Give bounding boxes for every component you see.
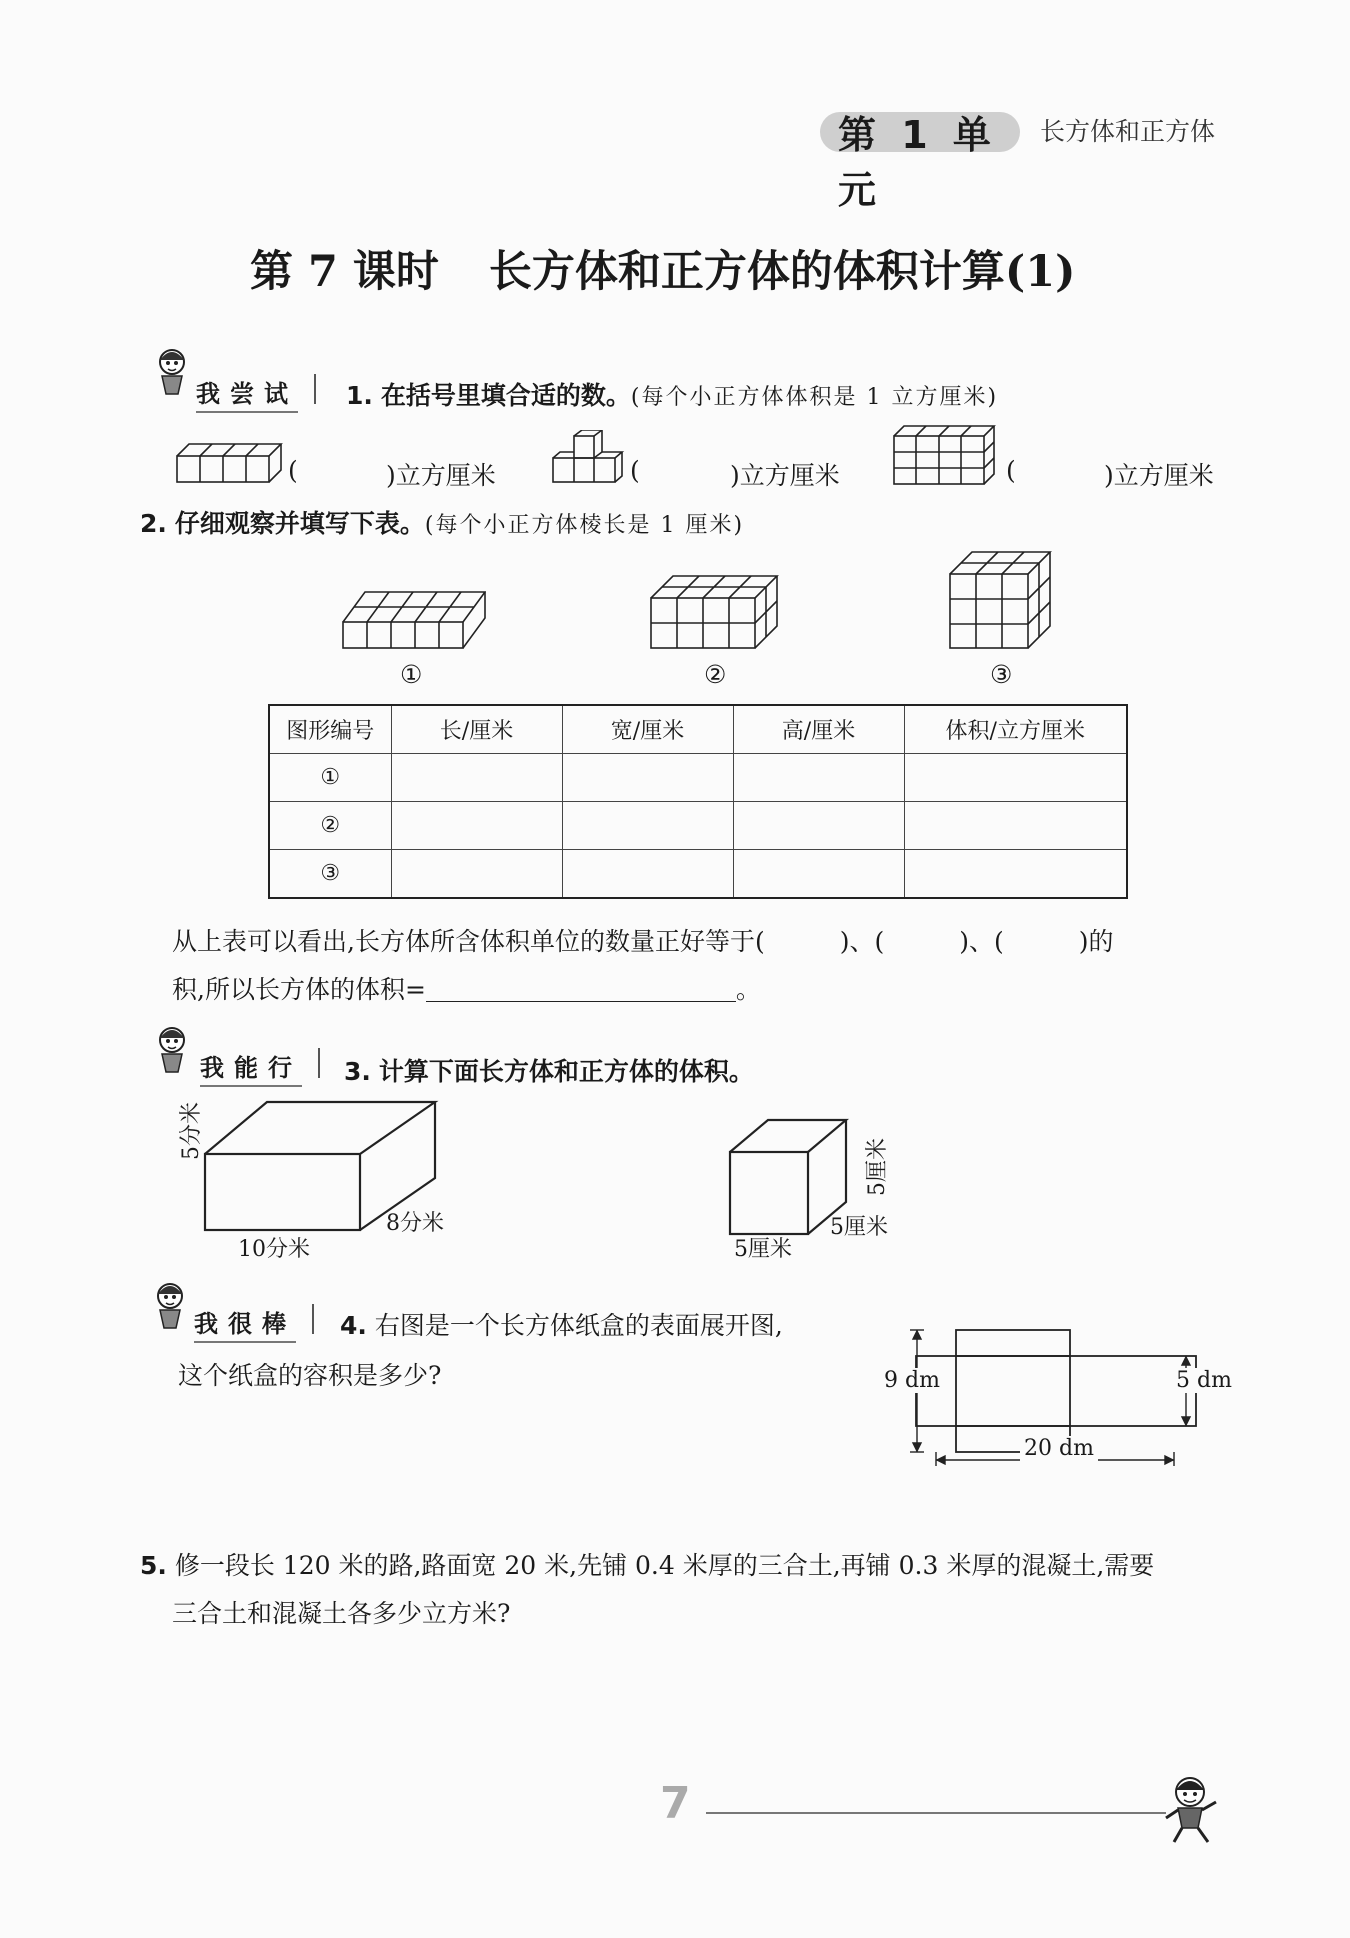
q2-figure-3: [946, 548, 1056, 652]
table-row: [269, 802, 1127, 850]
page-number: 7: [660, 1778, 691, 1829]
section-try: 我尝试: [196, 374, 298, 413]
q2-figure-label-2: ②: [704, 660, 727, 689]
q3-prompt: 计算下面长方体和正方体的体积。: [378, 1057, 754, 1086]
q4-line2: 这个纸盒的容积是多少?: [178, 1361, 442, 1390]
table-cell-input[interactable]: [904, 850, 1127, 899]
q1-open-2: (: [630, 456, 640, 485]
q3-cube-width: 5厘米: [830, 1215, 888, 1240]
q2-followup-prefix: 积,所以长方体的体积=: [172, 975, 426, 1004]
q5-prompt-1: 修一段长 120 米的路,路面宽 20 米,先铺 0.4 米厚的三合土,再铺 0.3 米厚的混凝土,需要: [174, 1551, 1155, 1580]
q4-dim-bottom: 20 dm: [1020, 1436, 1098, 1461]
table-header: 宽/厘米: [562, 705, 733, 754]
mascot-icon: [148, 346, 196, 398]
q4-line1: [340, 1306, 783, 1342]
q2-followup-suffix: 。: [735, 975, 761, 1004]
q3-cuboid-height: 5分米: [179, 1102, 204, 1160]
table-row: [269, 850, 1127, 899]
footer-rule: [706, 1812, 1166, 1814]
q1-blank-2[interactable]: )立方厘米: [730, 461, 840, 490]
table-cell-input[interactable]: [733, 754, 904, 802]
q1-open-1: (: [288, 456, 298, 485]
section-divider: [318, 1048, 320, 1078]
table-cell-id: ①: [269, 754, 391, 802]
table-cell-input[interactable]: [733, 802, 904, 850]
q4-dim-left: 9 dm: [884, 1368, 940, 1393]
table-cell-input[interactable]: [562, 802, 733, 850]
q4-prompt-1: 右图是一个长方体纸盒的表面展开图,: [374, 1311, 783, 1340]
q4-dim-right: 5 dm: [1176, 1368, 1232, 1393]
q3-text: [344, 1052, 754, 1088]
section-divider: [312, 1304, 314, 1334]
q3-cube-height: 5厘米: [865, 1138, 890, 1196]
lesson-number: 第 7 课时: [250, 247, 439, 297]
table-header-row: [269, 705, 1127, 754]
q2-followup-line1: 从上表可以看出,长方体所含体积单位的数量正好等于( )、( )、( )的: [172, 927, 1114, 956]
table-header: 图形编号: [269, 705, 391, 754]
table-cell-input[interactable]: [904, 802, 1127, 850]
q3-number: 3.: [344, 1057, 371, 1086]
table-cell-input[interactable]: [391, 802, 562, 850]
table-cell-input[interactable]: [562, 850, 733, 899]
unit-label: 第 1 单元: [838, 113, 997, 212]
q2-text: [140, 504, 744, 540]
table-cell-id: ②: [269, 802, 391, 850]
q3-cuboid-length: 10分米: [238, 1237, 310, 1262]
lesson-name: 长方体和正方体的体积计算(1): [488, 247, 1076, 297]
q2-table: [268, 704, 1128, 899]
q1-blank-1[interactable]: )立方厘米: [386, 461, 496, 490]
q1-figure-3: [890, 422, 1000, 488]
q2-figure-label-1: ①: [400, 660, 423, 689]
q2-figure-label-3: ③: [990, 660, 1013, 689]
q1-blank-3[interactable]: )立方厘米: [1104, 461, 1214, 490]
table-cell-id: ③: [269, 850, 391, 899]
q5-number: 5.: [140, 1551, 167, 1580]
unit-topic: 长方体和正方体: [1040, 117, 1216, 146]
lesson-title: [250, 238, 1076, 299]
table-header: 长/厘米: [391, 705, 562, 754]
mascot-icon: [1160, 1772, 1224, 1846]
table-cell-input[interactable]: [904, 754, 1127, 802]
q4-number: 4.: [340, 1311, 367, 1340]
table-row: [269, 754, 1127, 802]
table-cell-input[interactable]: [391, 754, 562, 802]
section-great: 我很棒: [194, 1304, 296, 1343]
q2-number: 2.: [140, 509, 167, 538]
q1-text: [346, 376, 998, 412]
q2-note: (每个小正方体棱长是 1 厘米): [424, 513, 745, 538]
table-cell-input[interactable]: [733, 850, 904, 899]
q1-figure-2: [548, 430, 628, 486]
q5-line1: [140, 1546, 1154, 1582]
q2-figure-1: [340, 588, 486, 652]
q1-open-3: (: [1006, 456, 1016, 485]
q3-cube-length: 5厘米: [734, 1237, 792, 1262]
mascot-icon: [146, 1280, 194, 1332]
q1-note: (每个小正方体体积是 1 立方厘米): [630, 385, 999, 410]
q2-figure-2: [648, 572, 784, 652]
mascot-icon: [148, 1024, 196, 1076]
section-divider: [314, 374, 316, 404]
q1-figure-1: [172, 440, 287, 486]
table-cell-input[interactable]: [391, 850, 562, 899]
q2-answer-blank[interactable]: [426, 975, 736, 1002]
q1-prompt: 在括号里填合适的数。: [380, 381, 631, 410]
q5-line2: 三合土和混凝土各多少立方米?: [172, 1599, 511, 1628]
q3-cuboid-width: 8分米: [386, 1211, 444, 1236]
table-header: 高/厘米: [733, 705, 904, 754]
q2-followup-line2: [172, 970, 761, 1006]
section-can: 我能行: [200, 1048, 302, 1087]
unit-badge: [820, 100, 1030, 212]
table-cell-input[interactable]: [562, 754, 733, 802]
q2-prompt: 仔细观察并填写下表。: [174, 509, 425, 538]
q1-number: 1.: [346, 381, 373, 410]
table-header: 体积/立方厘米: [904, 705, 1127, 754]
